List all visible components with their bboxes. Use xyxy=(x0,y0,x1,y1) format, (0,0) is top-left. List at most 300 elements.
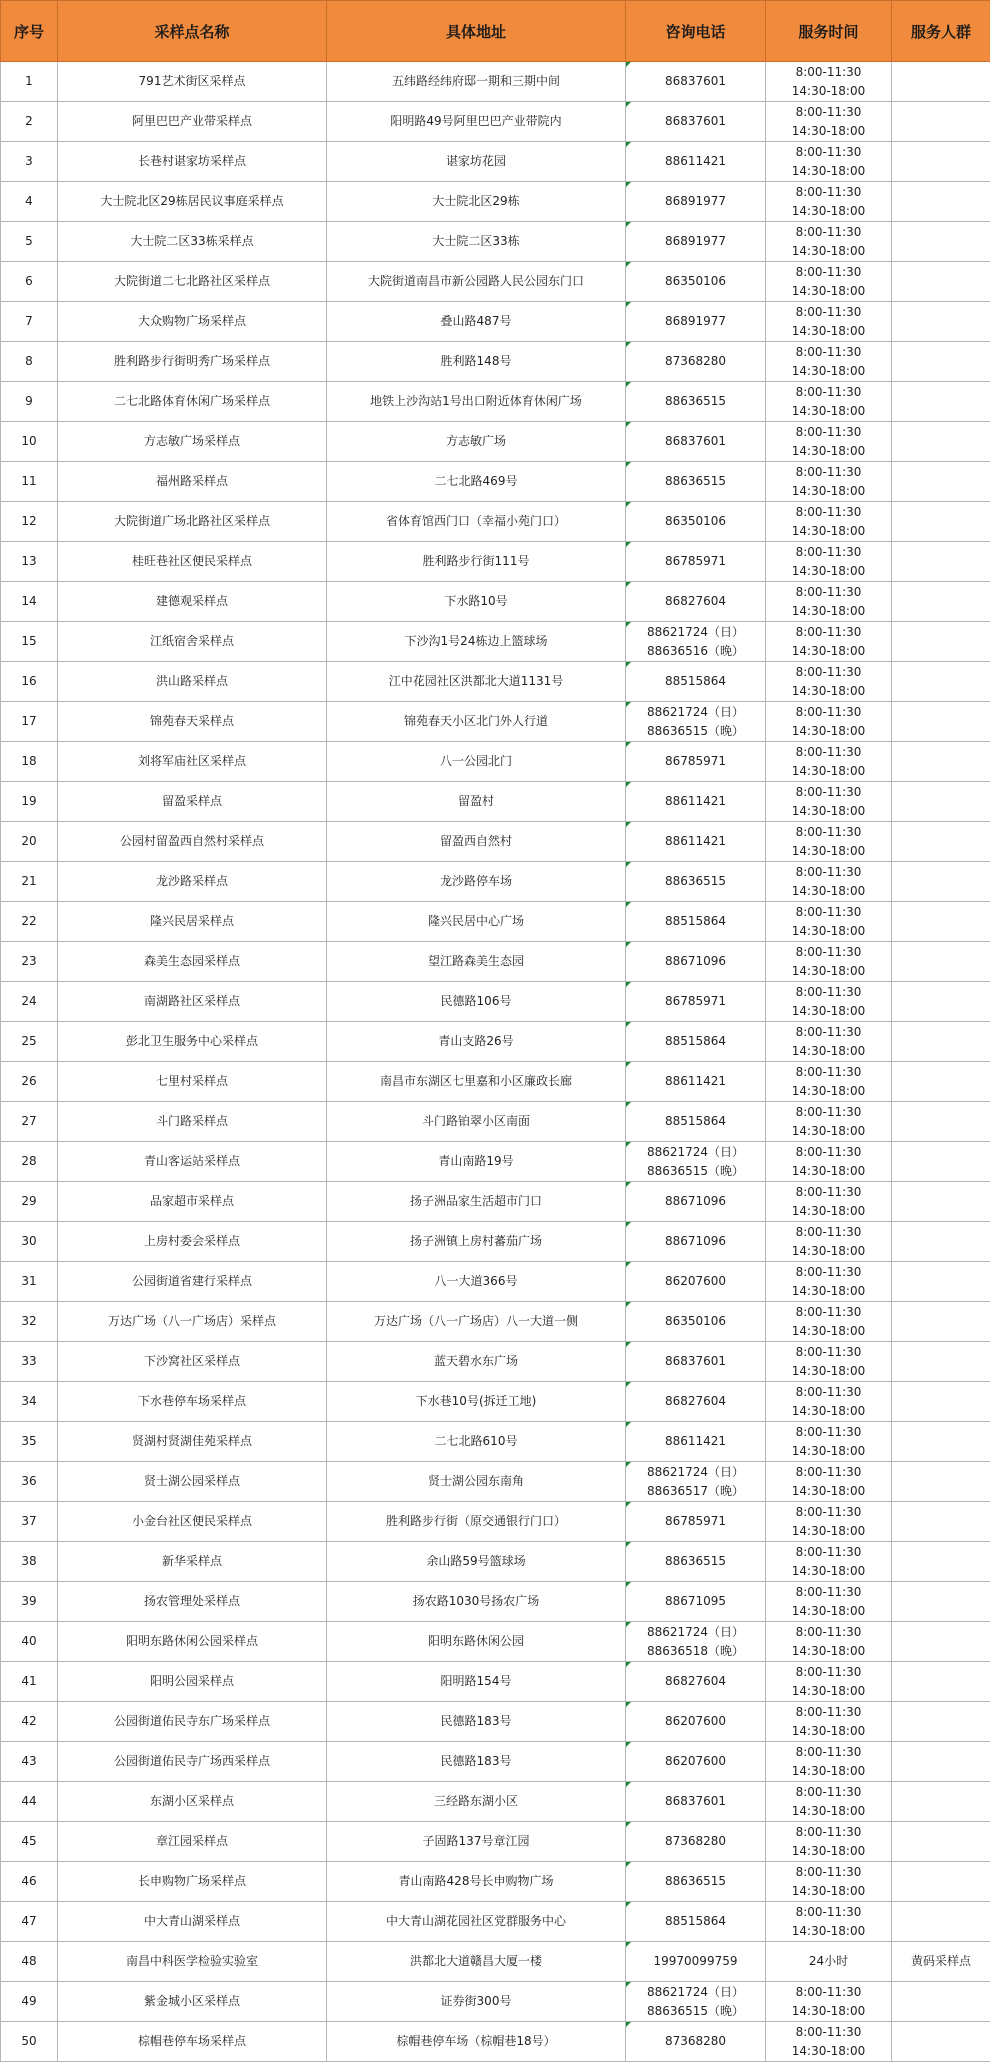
cell-line: 方志敏广场采样点 xyxy=(143,434,240,448)
cell-service-time xyxy=(766,1022,892,1062)
table-row xyxy=(1,102,990,142)
cell-line: 二七北路体育休闲广场采样点 xyxy=(113,394,270,408)
cell-index xyxy=(1,1382,58,1422)
cell-line: 14:30-18:00 xyxy=(791,1723,866,1738)
table-row xyxy=(1,1422,990,1462)
cell-phone xyxy=(626,1902,766,1942)
cell-line: 8:00-11:30 xyxy=(795,704,862,719)
cell-line: 8:00-11:30 xyxy=(795,1744,862,1759)
cell-line: 88515864 xyxy=(664,674,727,688)
cell-service-group xyxy=(892,302,990,342)
cell-line: 29 xyxy=(21,1194,37,1208)
cell-service-time xyxy=(766,1982,892,2022)
cell-line: 88621724（日） xyxy=(646,624,745,639)
cell-address xyxy=(327,1142,626,1182)
cell-line: 88515864 xyxy=(664,914,727,928)
cell-site-name xyxy=(58,1742,327,1782)
cell-line: 88515864 xyxy=(664,1034,727,1048)
cell-line: 二七北路610号 xyxy=(434,1434,518,1448)
cell-phone xyxy=(626,182,766,222)
cell-address xyxy=(327,1702,626,1742)
cell-line: 86785971 xyxy=(664,554,727,568)
cell-line: 8:00-11:30 xyxy=(795,1344,862,1359)
cell-phone xyxy=(626,942,766,982)
cell-line: 16 xyxy=(21,674,37,688)
cell-service-group xyxy=(892,502,990,542)
cell-line: 8:00-11:30 xyxy=(795,584,862,599)
cell-address xyxy=(327,782,626,822)
cell-line: 地铁上沙沟站1号出口附近体育休闲广场 xyxy=(370,394,582,408)
cell-phone xyxy=(626,1262,766,1302)
cell-index xyxy=(1,1062,58,1102)
cell-line: 江中花园社区洪都北大道1131号 xyxy=(388,674,564,688)
cell-line: 彭北卫生服务中心采样点 xyxy=(125,1034,258,1048)
cell-line: 48 xyxy=(21,1954,37,1968)
cell-line: 86891977 xyxy=(664,194,727,208)
cell-address xyxy=(327,262,626,302)
cell-phone xyxy=(626,262,766,302)
cell-line: 品家超市采样点 xyxy=(149,1194,234,1208)
cell-site-name xyxy=(58,822,327,862)
cell-address xyxy=(327,102,626,142)
cell-line: 14:30-18:00 xyxy=(791,1763,866,1778)
cell-line: 8:00-11:30 xyxy=(795,824,862,839)
cell-site-name xyxy=(58,1702,327,1742)
cell-service-time xyxy=(766,1702,892,1742)
cell-index xyxy=(1,1782,58,1822)
cell-line: 8:00-11:30 xyxy=(795,1984,862,1999)
cell-site-name xyxy=(58,62,327,102)
table-row xyxy=(1,382,990,422)
cell-service-group xyxy=(892,342,990,382)
header-site-name: 采样点名称 xyxy=(58,1,327,62)
cell-line: 88636518（晚） xyxy=(646,1643,745,1658)
cell-line: 11 xyxy=(21,474,37,488)
cell-service-time xyxy=(766,662,892,702)
cell-index xyxy=(1,1182,58,1222)
table-row xyxy=(1,1182,990,1222)
cell-line: 8:00-11:30 xyxy=(795,1704,862,1719)
cell-service-group xyxy=(892,1262,990,1302)
cell-index xyxy=(1,822,58,862)
cell-phone xyxy=(626,1302,766,1342)
table-row xyxy=(1,1742,990,1782)
cell-line: 86785971 xyxy=(664,1514,727,1528)
cell-site-name xyxy=(58,1342,327,1382)
cell-line: 14:30-18:00 xyxy=(791,643,866,658)
cell-service-time xyxy=(766,822,892,862)
cell-line: 88671095 xyxy=(664,1594,727,1608)
cell-line: 19 xyxy=(21,794,37,808)
cell-line: 87368280 xyxy=(664,2034,727,2048)
cell-line: 大士院北区29栋 xyxy=(432,194,520,208)
cell-line: 86891977 xyxy=(664,234,727,248)
cell-service-group xyxy=(892,822,990,862)
cell-line: 14:30-18:00 xyxy=(791,1523,866,1538)
cell-address xyxy=(327,1182,626,1222)
cell-address xyxy=(327,862,626,902)
cell-service-time xyxy=(766,782,892,822)
cell-line: 15 xyxy=(21,634,37,648)
cell-line: 8:00-11:30 xyxy=(795,104,862,119)
cell-line: 大士院北区29栋居民议事庭采样点 xyxy=(100,194,284,208)
cell-service-group xyxy=(892,1742,990,1782)
cell-address xyxy=(327,142,626,182)
cell-service-group xyxy=(892,1822,990,1862)
cell-line: 建德观采样点 xyxy=(155,594,228,608)
cell-index xyxy=(1,1662,58,1702)
cell-service-group xyxy=(892,1022,990,1062)
cell-index xyxy=(1,1422,58,1462)
cell-phone xyxy=(626,742,766,782)
cell-line: 阿里巴巴产业带采样点 xyxy=(131,114,252,128)
header-phone: 咨询电话 xyxy=(626,1,766,62)
cell-line: 14:30-18:00 xyxy=(791,363,866,378)
cell-line: 14:30-18:00 xyxy=(791,523,866,538)
cell-phone xyxy=(626,382,766,422)
cell-address xyxy=(327,1342,626,1382)
cell-line: 14:30-18:00 xyxy=(791,1643,866,1658)
cell-service-time xyxy=(766,1342,892,1382)
cell-phone xyxy=(626,1182,766,1222)
cell-site-name xyxy=(58,1382,327,1422)
cell-line: 省体育馆西门口（幸福小苑门口） xyxy=(385,514,566,528)
header-address: 具体地址 xyxy=(327,1,626,62)
cell-line: 20 xyxy=(21,834,37,848)
cell-line: 蓝天碧水东广场 xyxy=(433,1354,518,1368)
cell-address xyxy=(327,1902,626,1942)
cell-line: 中大青山湖花园社区党群服务中心 xyxy=(385,1914,566,1928)
table-row xyxy=(1,742,990,782)
cell-line: 14:30-18:00 xyxy=(791,1083,866,1098)
table-row xyxy=(1,542,990,582)
table-row xyxy=(1,1582,990,1622)
cell-line: 8:00-11:30 xyxy=(795,1424,862,1439)
table-row xyxy=(1,62,990,102)
cell-phone xyxy=(626,1502,766,1542)
cell-service-time xyxy=(766,222,892,262)
cell-line: 隆兴民居中心广场 xyxy=(427,914,524,928)
cell-service-group xyxy=(892,1702,990,1742)
header-service-group: 服务人群 xyxy=(892,1,990,62)
cell-line: 子固路137号章江园 xyxy=(422,1834,530,1848)
cell-service-time xyxy=(766,1942,892,1982)
cell-line: 14:30-18:00 xyxy=(791,243,866,258)
cell-address xyxy=(327,2022,626,2062)
cell-service-time xyxy=(766,1542,892,1582)
cell-line: 东湖小区采样点 xyxy=(149,1794,234,1808)
cell-site-name xyxy=(58,1022,327,1062)
cell-index xyxy=(1,862,58,902)
cell-line: 公园街道省建行采样点 xyxy=(131,1274,252,1288)
cell-line: 14:30-18:00 xyxy=(791,1403,866,1418)
cell-service-group xyxy=(892,1422,990,1462)
cell-line: 下沙沟1号24栋边上篮球场 xyxy=(404,634,548,648)
cell-line: 8:00-11:30 xyxy=(795,1264,862,1279)
cell-line: 洪都北大道赣昌大厦一楼 xyxy=(409,1954,542,1968)
table-row xyxy=(1,182,990,222)
cell-site-name xyxy=(58,1662,327,1702)
cell-line: 88621724（日） xyxy=(646,1984,745,1999)
cell-phone xyxy=(626,102,766,142)
table-row xyxy=(1,702,990,742)
cell-line: 扬子洲品家生活超市门口 xyxy=(409,1194,542,1208)
cell-service-group xyxy=(892,702,990,742)
cell-phone xyxy=(626,1342,766,1382)
cell-service-time xyxy=(766,1102,892,1142)
cell-line: 8:00-11:30 xyxy=(795,144,862,159)
cell-line: 大士院二区33栋采样点 xyxy=(130,234,254,248)
cell-site-name xyxy=(58,222,327,262)
cell-line: 88611421 xyxy=(664,794,727,808)
cell-line: 86837601 xyxy=(664,114,727,128)
table-row xyxy=(1,1102,990,1142)
cell-phone xyxy=(626,462,766,502)
cell-line: 8:00-11:30 xyxy=(795,1504,862,1519)
cell-line: 望江路森美生态园 xyxy=(427,954,524,968)
cell-line: 88515864 xyxy=(664,1114,727,1128)
cell-line: 8:00-11:30 xyxy=(795,1064,862,1079)
cell-line: 8:00-11:30 xyxy=(795,64,862,79)
cell-line: 三经路东湖小区 xyxy=(433,1794,518,1808)
cell-service-time xyxy=(766,142,892,182)
cell-line: 斗门路铂翠小区南面 xyxy=(421,1114,530,1128)
cell-line: 阳明东路休闲公园 xyxy=(427,1634,524,1648)
cell-address xyxy=(327,1782,626,1822)
cell-line: 八一公园北门 xyxy=(439,754,512,768)
cell-line: 民德路183号 xyxy=(440,1714,512,1728)
cell-service-group xyxy=(892,1862,990,1902)
table-row xyxy=(1,502,990,542)
cell-line: 88621724（日） xyxy=(646,1144,745,1159)
cell-line: 万达广场（八一广场店）采样点 xyxy=(107,1314,276,1328)
cell-line: 87368280 xyxy=(664,1834,727,1848)
cell-phone xyxy=(626,1982,766,2022)
cell-index xyxy=(1,782,58,822)
table-row xyxy=(1,1462,990,1502)
cell-line: 14:30-18:00 xyxy=(791,963,866,978)
cell-line: 8:00-11:30 xyxy=(795,464,862,479)
cell-line: 14:30-18:00 xyxy=(791,1323,866,1338)
cell-index xyxy=(1,1582,58,1622)
cell-service-time xyxy=(766,1462,892,1502)
cell-service-time xyxy=(766,422,892,462)
cell-line: 14:30-18:00 xyxy=(791,683,866,698)
cell-line: 14:30-18:00 xyxy=(791,403,866,418)
cell-index xyxy=(1,1302,58,1342)
cell-line: 14:30-18:00 xyxy=(791,123,866,138)
cell-line: 龙沙路采样点 xyxy=(155,874,228,888)
cell-service-group xyxy=(892,1102,990,1142)
cell-address xyxy=(327,1542,626,1582)
cell-line: 88636515 xyxy=(664,394,727,408)
cell-index xyxy=(1,1222,58,1262)
table-row xyxy=(1,262,990,302)
cell-index xyxy=(1,342,58,382)
cell-service-time xyxy=(766,262,892,302)
cell-address xyxy=(327,462,626,502)
cell-line: 86350106 xyxy=(664,514,727,528)
cell-line: 4 xyxy=(25,194,33,208)
cell-line: 37 xyxy=(21,1514,37,1528)
cell-line: 14:30-18:00 xyxy=(791,883,866,898)
table-row xyxy=(1,1342,990,1382)
cell-service-group xyxy=(892,1582,990,1622)
cell-address xyxy=(327,1022,626,1062)
cell-service-group xyxy=(892,542,990,582)
cell-index xyxy=(1,142,58,182)
cell-line: 8:00-11:30 xyxy=(795,1544,862,1559)
cell-index xyxy=(1,542,58,582)
cell-site-name xyxy=(58,982,327,1022)
cell-phone xyxy=(626,502,766,542)
cell-index xyxy=(1,262,58,302)
cell-line: 刘将军庙社区采样点 xyxy=(137,754,246,768)
cell-service-time xyxy=(766,1902,892,1942)
cell-line: 8:00-11:30 xyxy=(795,1864,862,1879)
cell-phone xyxy=(626,1782,766,1822)
cell-address xyxy=(327,222,626,262)
cell-address xyxy=(327,982,626,1022)
table-row xyxy=(1,1782,990,1822)
cell-line: 21 xyxy=(21,874,37,888)
cell-line: 88636517（晚） xyxy=(646,1483,745,1498)
cell-line: 2 xyxy=(25,114,33,128)
cell-line: 8:00-11:30 xyxy=(795,1584,862,1599)
cell-address xyxy=(327,902,626,942)
table-row xyxy=(1,982,990,1022)
cell-line: 扬子洲镇上房村蕃茄广场 xyxy=(409,1234,542,1248)
cell-service-group xyxy=(892,1782,990,1822)
table-row xyxy=(1,1022,990,1062)
cell-service-time xyxy=(766,902,892,942)
cell-line: 章江园采样点 xyxy=(155,1834,228,1848)
cell-index xyxy=(1,1822,58,1862)
cell-index xyxy=(1,422,58,462)
cell-line: 7 xyxy=(25,314,33,328)
cell-index xyxy=(1,1622,58,1662)
cell-line: 32 xyxy=(21,1314,37,1328)
cell-line: 33 xyxy=(21,1354,37,1368)
cell-line: 14:30-18:00 xyxy=(791,1043,866,1058)
cell-service-time xyxy=(766,942,892,982)
cell-line: 9 xyxy=(25,394,33,408)
cell-service-group xyxy=(892,62,990,102)
cell-line: 14:30-18:00 xyxy=(791,1443,866,1458)
cell-service-time xyxy=(766,1662,892,1702)
cell-index xyxy=(1,662,58,702)
cell-line: 8:00-11:30 xyxy=(795,624,862,639)
cell-line: 长申购物广场采样点 xyxy=(137,1874,246,1888)
table-row xyxy=(1,462,990,502)
cell-line: 余山路59号篮球场 xyxy=(426,1554,526,1568)
cell-service-time xyxy=(766,1782,892,1822)
cell-address xyxy=(327,1982,626,2022)
cell-line: 8:00-11:30 xyxy=(795,1304,862,1319)
cell-line: 民德路106号 xyxy=(440,994,512,1008)
cell-phone xyxy=(626,1702,766,1742)
cell-phone xyxy=(626,1742,766,1782)
cell-address xyxy=(327,382,626,422)
cell-line: 8:00-11:30 xyxy=(795,984,862,999)
cell-service-group xyxy=(892,1982,990,2022)
cell-index xyxy=(1,102,58,142)
cell-address xyxy=(327,742,626,782)
cell-site-name xyxy=(58,1902,327,1942)
cell-address xyxy=(327,1302,626,1342)
cell-site-name xyxy=(58,622,327,662)
cell-service-group xyxy=(892,382,990,422)
cell-line: 公园村留盈西自然村采样点 xyxy=(119,834,264,848)
cell-line: 40 xyxy=(21,1634,37,1648)
cell-line: 88515864 xyxy=(664,1914,727,1928)
cell-line: 28 xyxy=(21,1154,37,1168)
cell-line: 方志敏广场 xyxy=(445,434,506,448)
cell-line: 叠山路487号 xyxy=(440,314,512,328)
cell-site-name xyxy=(58,702,327,742)
table-row xyxy=(1,222,990,262)
cell-site-name xyxy=(58,422,327,462)
cell-line: 八一大道366号 xyxy=(434,1274,518,1288)
cell-site-name xyxy=(58,1502,327,1542)
cell-site-name xyxy=(58,1262,327,1302)
cell-index xyxy=(1,1142,58,1182)
cell-site-name xyxy=(58,1222,327,1262)
cell-index xyxy=(1,302,58,342)
cell-line: 43 xyxy=(21,1754,37,1768)
cell-service-group xyxy=(892,1622,990,1662)
cell-address xyxy=(327,1742,626,1782)
cell-site-name xyxy=(58,502,327,542)
cell-address xyxy=(327,1102,626,1142)
cell-line: 南昌中科医学检验实验室 xyxy=(125,1954,258,1968)
cell-index xyxy=(1,1942,58,1982)
cell-line: 下水路10号 xyxy=(444,594,508,608)
cell-line: 88611421 xyxy=(664,154,727,168)
cell-line: 龙沙路停车场 xyxy=(439,874,512,888)
cell-address xyxy=(327,622,626,662)
cell-line: 8:00-11:30 xyxy=(795,1624,862,1639)
cell-line: 青山客运站采样点 xyxy=(143,1154,240,1168)
cell-line: 斗门路采样点 xyxy=(155,1114,228,1128)
cell-address xyxy=(327,502,626,542)
cell-line: 18 xyxy=(21,754,37,768)
cell-line: 大士院二区33栋 xyxy=(432,234,520,248)
cell-line: 8:00-11:30 xyxy=(795,1224,862,1239)
cell-index xyxy=(1,1022,58,1062)
cell-line: 8:00-11:30 xyxy=(795,664,862,679)
cell-line: 8:00-11:30 xyxy=(795,224,862,239)
cell-line: 88621724（日） xyxy=(646,1624,745,1639)
cell-phone xyxy=(626,1382,766,1422)
cell-index xyxy=(1,942,58,982)
cell-index xyxy=(1,1982,58,2022)
cell-phone xyxy=(626,1622,766,1662)
table-row xyxy=(1,1542,990,1582)
cell-service-group xyxy=(892,1502,990,1542)
cell-site-name xyxy=(58,102,327,142)
cell-line: 88671096 xyxy=(664,1234,727,1248)
cell-line: 791艺术街区采样点 xyxy=(138,74,246,88)
cell-site-name xyxy=(58,2022,327,2062)
cell-site-name xyxy=(58,1782,327,1822)
cell-address xyxy=(327,1502,626,1542)
cell-line: 87368280 xyxy=(664,354,727,368)
table-row xyxy=(1,1502,990,1542)
cell-line: 阳明公园采样点 xyxy=(149,1674,234,1688)
cell-line: 6 xyxy=(25,274,33,288)
cell-line: 8:00-11:30 xyxy=(795,944,862,959)
